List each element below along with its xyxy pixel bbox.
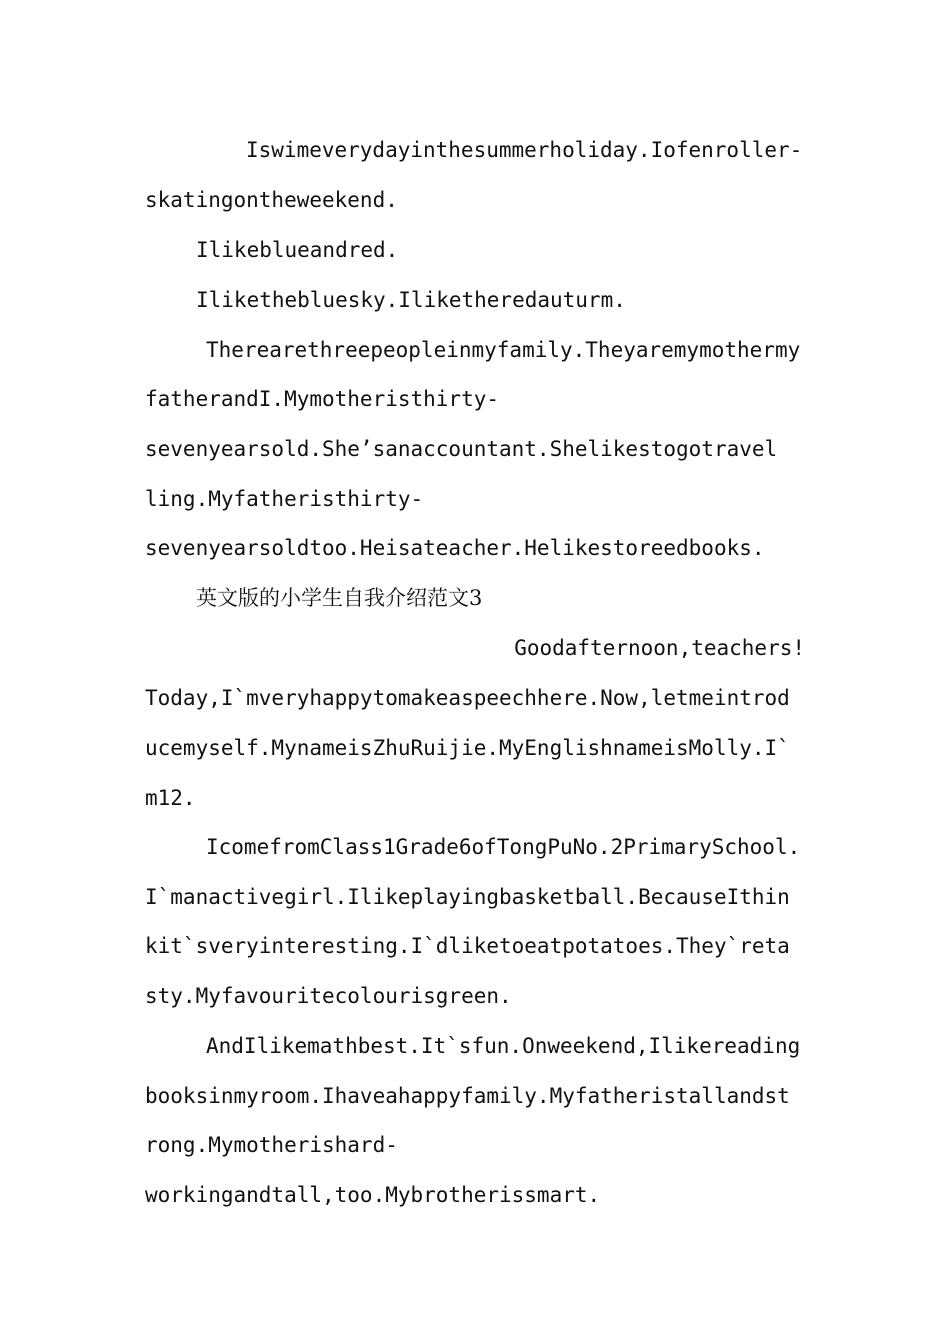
text-line: sevenyearsold.She’sanaccountant.Shelikestogotravel: [145, 437, 778, 461]
text-line: ucemyself.MynameisZhuRuijie.MyEnglishnameisMolly.I`: [145, 736, 790, 760]
text-line: IcomefromClass1Grade6ofTongPuNo.2PrimarySchool.: [206, 835, 801, 859]
greeting-line: Goodafternoon,teachers!: [514, 636, 805, 660]
text-line: sevenyearsoldtoo.Heisateacher.Helikestoreedbooks.: [145, 536, 765, 560]
text-line: ling.Myfatheristhirty-: [145, 487, 424, 511]
text-line: booksinmyroom.Ihaveahappyfamily.Myfatheristallandst: [145, 1084, 790, 1108]
text-line: workingandtall,too.Mybrotherissmart.: [145, 1183, 601, 1207]
text-line: kit`sveryinteresting.I`dliketoeatpotatoes.They`reta: [145, 934, 790, 958]
text-line: Today,I`mveryhappytomakeaspeechhere.Now,letmeintrod: [145, 686, 790, 710]
text-line: skatingontheweekend.: [145, 188, 398, 212]
text-line: fatherandI.Mymotheristhirty-: [145, 387, 500, 411]
text-line: m12.: [145, 786, 196, 810]
text-line: AndIlikemathbest.It`sfun.Onweekend,Ilikereading: [206, 1034, 801, 1058]
section-heading: 英文版的小学生自我介绍范文3: [196, 586, 483, 610]
text-line: Ilikethebluesky.Ilikethe​redauturm.: [196, 288, 626, 312]
text-line: I`manactivegirl.Ilikeplayingbasketball.BecauseIthin: [145, 885, 790, 909]
text-line: rong.Mymotherishard-: [145, 1133, 398, 1157]
text-line: Ilikeblueandred.: [196, 238, 399, 262]
text-line: sty.Myfavouritecolourisgreen.: [145, 984, 512, 1008]
text-line: Therearethreepeopleinmyfamily.Theyaremymothermy: [206, 338, 801, 362]
text-line: Iswimeverydayinthesummerholiday.Iofenroller-: [246, 138, 803, 162]
